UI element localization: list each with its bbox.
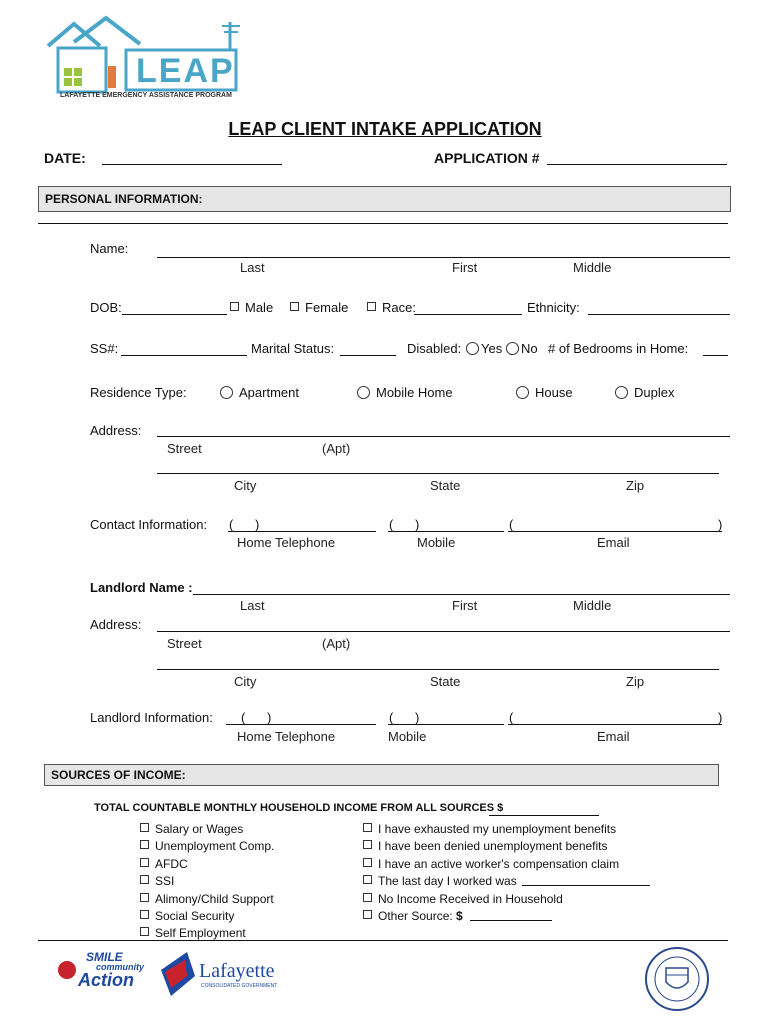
residence-house-radio[interactable] — [516, 385, 573, 400]
email-field[interactable] — [508, 531, 722, 532]
ll-zip-label: Zip — [626, 674, 645, 689]
lafayette-text: Lafayette — [199, 960, 275, 982]
city-label: City — [234, 478, 257, 493]
income-option-label: The last day I worked was — [378, 874, 517, 889]
other-source-field[interactable] — [470, 920, 552, 921]
income-denied-checkbox[interactable] — [363, 838, 619, 855]
ll-address-label: Address: — [90, 617, 142, 632]
leap-logo — [44, 14, 254, 104]
ll-mobile-parens: ( ) — [389, 710, 420, 725]
duplex-label: Duplex — [634, 385, 675, 400]
income-exhausted-checkbox[interactable] — [363, 821, 619, 838]
radio-icon — [615, 386, 628, 399]
checkbox-icon — [140, 927, 149, 936]
dollar-sign: $ — [456, 909, 463, 924]
income-social-security-checkbox[interactable] — [140, 908, 274, 925]
mobile-home-label: Mobile Home — [376, 385, 453, 400]
income-header — [44, 764, 719, 786]
radio-icon — [220, 386, 233, 399]
checkbox-icon — [363, 910, 372, 919]
income-header-text: SOURCES OF INCOME: — [51, 768, 186, 782]
address-label: Address: — [90, 423, 142, 438]
checkbox-icon — [140, 875, 149, 884]
ll-email-parens: ( — [509, 710, 514, 725]
race-field[interactable] — [414, 314, 522, 315]
income-option-label: Salary or Wages — [155, 822, 244, 836]
apt-label: (Apt) — [322, 441, 351, 456]
middle-label: Middle — [573, 260, 612, 275]
no-label: No — [521, 341, 538, 356]
residence-label: Residence Type: — [90, 385, 187, 400]
ll-city-field[interactable] — [157, 669, 719, 670]
income-right-list — [363, 821, 619, 925]
ethnicity-field[interactable] — [588, 314, 730, 315]
ll-phone-parens: ( ) — [241, 710, 272, 725]
income-option-label: SSI — [155, 874, 175, 889]
residence-apartment-radio[interactable] — [220, 385, 299, 400]
checkbox-icon — [290, 302, 299, 311]
lafayette-logo — [157, 950, 297, 1000]
marital-field[interactable] — [340, 355, 396, 356]
income-option-label: Alimony/Child Support — [155, 891, 274, 906]
race-label — [367, 300, 416, 315]
ll-email-label: Email — [597, 729, 630, 744]
page-title: LEAP CLIENT INTAKE APPLICATION — [228, 119, 542, 139]
income-afdc-checkbox[interactable] — [140, 856, 274, 873]
disabled-label: Disabled: — [407, 341, 462, 356]
income-option-label: I have been denied unemployment benefits — [378, 839, 608, 854]
landlord-name-label: Landlord Name : — [90, 580, 193, 595]
ll-last-label: Last — [240, 598, 265, 613]
male-checkbox[interactable] — [230, 300, 273, 315]
residence-duplex-radio[interactable] — [615, 385, 674, 400]
income-total-label: TOTAL COUNTABLE MONTHLY HOUSEHOLD INCOME FROM ALL SOURCES $ — [94, 802, 504, 814]
income-option-label: No Income Received in Household — [378, 891, 563, 906]
race-text: Race: — [382, 300, 416, 315]
community-text: community — [96, 962, 145, 972]
dob-field[interactable] — [122, 314, 227, 315]
ss-field[interactable] — [121, 355, 247, 356]
ll-mobile-label: Mobile — [388, 729, 427, 744]
income-option-label: Other Source: — [378, 909, 453, 924]
residence-mobile-radio[interactable] — [357, 385, 453, 400]
bedrooms-field[interactable] — [703, 355, 728, 356]
income-option-label: AFDC — [155, 856, 188, 871]
last-day-field[interactable] — [522, 885, 650, 886]
first-label: First — [452, 260, 478, 275]
ll-state-label: State — [430, 674, 461, 689]
landlord-info-label: Landlord Information: — [90, 710, 213, 725]
income-option-label: I have an active worker's compensation claim — [378, 856, 620, 871]
income-alimony-checkbox[interactable] — [140, 891, 274, 908]
income-option-label: I have exhausted my unemployment benefits — [378, 822, 617, 836]
checkbox-icon — [363, 893, 372, 902]
checkbox-icon — [230, 302, 239, 311]
personal-header-text: PERSONAL INFORMATION: — [45, 192, 203, 206]
ll-first-label: First — [452, 598, 478, 613]
ll-street-label: Street — [167, 636, 202, 651]
zip-label: Zip — [626, 478, 645, 493]
disabled-yes-radio[interactable] — [466, 341, 502, 356]
ll-email-parens-close: ) — [718, 710, 723, 725]
income-ssi-checkbox[interactable] — [140, 873, 274, 890]
ll-middle-label: Middle — [573, 598, 612, 613]
female-label: Female — [305, 300, 349, 315]
consolidated-text: CONSOLIDATED GOVERNMENT — [201, 983, 278, 989]
mobile-parens: ( ) — [389, 517, 420, 532]
email-parens-close: ) — [718, 517, 723, 532]
mobile-label: Mobile — [417, 535, 456, 550]
ll-home-phone-field[interactable] — [226, 724, 376, 725]
bedrooms-label: # of Bedrooms in Home: — [548, 341, 689, 356]
checkbox-icon — [363, 823, 372, 832]
income-option-label: Unemployment Comp. — [155, 839, 275, 854]
phone-parens: ( ) — [229, 517, 260, 532]
state-label: State — [430, 478, 461, 493]
yes-label: Yes — [481, 341, 503, 356]
checkbox-icon — [140, 893, 149, 902]
date-field[interactable] — [102, 164, 282, 165]
action-text: Action — [78, 970, 134, 990]
radio-icon — [506, 342, 519, 355]
checkbox-icon — [140, 858, 149, 867]
divider — [38, 223, 728, 224]
radio-icon — [466, 342, 479, 355]
street-field[interactable] — [157, 436, 730, 437]
heart-icon — [56, 958, 78, 988]
last-label: Last — [240, 260, 265, 275]
name-label: Name: — [90, 241, 129, 256]
male-label: Male — [245, 300, 274, 315]
ll-apt-label: (Apt) — [322, 636, 351, 651]
ss-label: SS#: — [90, 341, 119, 356]
home-phone-field[interactable] — [228, 531, 376, 532]
marital-label: Marital Status: — [251, 341, 335, 356]
house-label: House — [535, 385, 573, 400]
checkbox-icon — [363, 840, 372, 849]
email-parens: ( — [509, 517, 514, 532]
ll-street-field[interactable] — [157, 631, 730, 632]
personal-info-header — [38, 186, 731, 212]
income-option-label: Social Security — [155, 909, 235, 924]
checkbox-icon — [140, 840, 149, 849]
checkbox-icon — [363, 875, 372, 884]
mobile-field[interactable] — [388, 531, 504, 532]
smile-logo — [56, 950, 146, 1010]
income-left-list — [140, 821, 274, 943]
application-label: APPLICATION # — [434, 150, 540, 166]
checkbox-icon — [140, 823, 149, 832]
logo-tagline: LAFAYETTE EMERGENCY ASSISTANCE PROGRAM — [60, 92, 232, 99]
landlord-name-text: Landlord Name — [90, 580, 185, 595]
smile-text: SMILE — [86, 950, 123, 964]
checkbox-icon — [367, 302, 376, 311]
application-field[interactable] — [547, 164, 727, 165]
ll-home-tel-label: Home Telephone — [237, 729, 336, 744]
ll-mobile-field[interactable] — [388, 724, 504, 725]
dob-label: DOB: — [90, 300, 122, 315]
income-total-field[interactable] — [489, 815, 599, 816]
income-other-checkbox[interactable] — [363, 908, 619, 925]
income-last-day-checkbox[interactable] — [363, 873, 619, 890]
apartment-label: Apartment — [239, 385, 299, 400]
seal-icon — [644, 946, 710, 1012]
name-field[interactable] — [157, 257, 730, 258]
city-field[interactable] — [157, 473, 719, 474]
income-option-label: Self Employment — [155, 926, 246, 941]
contact-label: Contact Information: — [90, 517, 208, 532]
checkbox-icon — [363, 858, 372, 867]
checkbox-icon — [140, 910, 149, 919]
income-no-income-checkbox[interactable] — [363, 891, 619, 908]
ethnicity-label: Ethnicity: — [527, 300, 580, 315]
logo-word: LEAP — [136, 52, 235, 90]
street-label: Street — [167, 441, 202, 456]
ll-city-label: City — [234, 674, 257, 689]
email-label: Email — [597, 535, 630, 550]
female-checkbox[interactable] — [290, 300, 348, 315]
disabled-no-radio[interactable] — [506, 341, 538, 356]
radio-icon — [516, 386, 529, 399]
landlord-name-field[interactable] — [193, 594, 730, 595]
home-tel-label: Home Telephone — [237, 535, 336, 550]
treasury-seal — [644, 946, 710, 1015]
footer-divider — [38, 940, 728, 941]
date-label: DATE: — [44, 150, 86, 166]
income-unemployment-checkbox[interactable] — [140, 838, 274, 855]
income-salary-checkbox[interactable] — [140, 821, 274, 838]
radio-icon — [357, 386, 370, 399]
ll-email-field[interactable] — [508, 724, 722, 725]
lafayette-emblem-icon — [157, 950, 197, 998]
income-workers-comp-checkbox[interactable] — [363, 856, 619, 873]
